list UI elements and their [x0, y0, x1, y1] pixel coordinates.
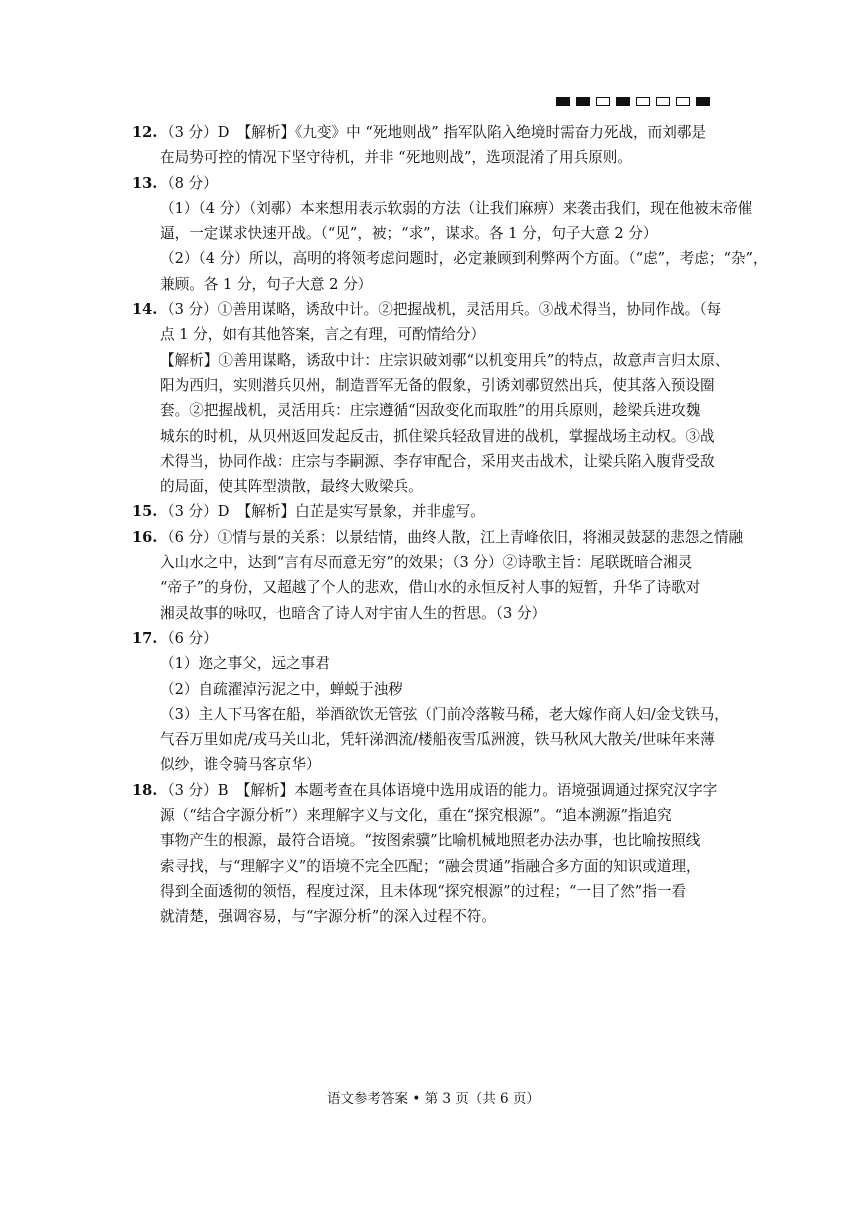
- header-square: [616, 97, 630, 106]
- answer-item: [132, 525, 746, 626]
- answer-line: （3 分）D 【解析】《九变》中 “死地则战” 指军队陷入绝境时需奋力死战，而刘鄩是: [160, 124, 707, 141]
- answer-line: 入山水之中，达到“言有尽而意无穷”的效果；（3 分）②诗歌主旨：尾联既暗合湘灵: [160, 554, 693, 572]
- page-footer: 语文参考答案 • 第 3 页（共 6 页）: [327, 1091, 540, 1107]
- answer-line: （2）自疏濯淖污泥之中，蝉蜕于浊秽: [160, 680, 403, 698]
- answer-line: （6 分）: [160, 629, 218, 647]
- answer-line: 源（“结合字源分析”）来理解字义与文化，重在“探究根源”。“追本溯源”指追究: [160, 807, 672, 825]
- answer-line: 逼，一定谋求快速开战。（“见”，被；“求”，谋求。各 1 分，句子大意 2 分）: [160, 225, 658, 243]
- header-squares: [556, 97, 710, 106]
- answer-line: （2）（4 分）所以，高明的将领考虑问题时，必定兼顾到利弊两个方面。（“虑”，考虑；“杂”，: [160, 250, 768, 268]
- answer-line: 在局势可控的情况下坚守待机，并非 “死地则战”，选项混淆了用兵原则。: [160, 149, 632, 167]
- question-number: 12.: [132, 124, 158, 141]
- answer-content: [132, 120, 768, 930]
- header-square: [556, 97, 570, 106]
- answer-line: （1）迩之事父，远之事君: [160, 655, 330, 673]
- answer-line: 阳为西归，实则潜兵贝州，制造晋军无备的假象，引诱刘鄩贸然出兵，使其落入预设圈: [160, 376, 715, 394]
- answer-line: “帝子”的身份，又超越了个人的悲欢，借山水的永恒反衬人事的短暂，升华了诗歌对: [160, 579, 701, 597]
- answer-line: 点 1 分，如有其他答案，言之有理，可酌情给分）: [160, 326, 486, 344]
- answer-line: 气吞万里如虎/戎马关山北，凭轩涕泗流/楼船夜雪瓜洲渡，铁马秋风大散关/世味年来薄: [160, 731, 715, 749]
- answer-line: 的局面，使其阵型溃散，最终大败梁兵。: [160, 478, 423, 496]
- answer-line: （8 分）: [160, 174, 218, 192]
- answer-item: [132, 297, 746, 499]
- answer-line: 湘灵故事的咏叹，也暗含了诗人对宇宙人生的哲思。（3 分）: [160, 604, 547, 622]
- question-number: 15.: [132, 503, 158, 521]
- answer-item: [132, 120, 746, 171]
- answer-item: [132, 626, 746, 778]
- answer-line: （3）主人下马客在船，举酒欲饮无管弦（门前冷落鞍马稀，老大嫁作商人妇/金戈铁马，: [160, 705, 729, 723]
- answer-line: 城东的时机，从贝州返回发起反击，抓住梁兵轻敌冒进的战机，掌握战场主动权。③战: [160, 427, 715, 445]
- answer-line: 套。②把握战机，灵活用兵：庄宗遵循“因敌变化而取胜”的用兵原则，趁梁兵进攻魏: [160, 402, 701, 420]
- header-square: [576, 97, 590, 106]
- question-number: 16.: [132, 528, 158, 546]
- answer-line: 【解析】①善用谋略，诱敌中计：庄宗识破刘鄩“以机变用兵”的特点，故意声言归太原、: [160, 351, 730, 369]
- header-square: [596, 97, 610, 106]
- answer-line: 就清楚，强调容易，与“字源分析”的深入过程不符。: [160, 908, 496, 926]
- answer-item: [132, 778, 746, 930]
- header-square: [656, 97, 670, 106]
- answer-item: [132, 171, 768, 297]
- answer-line: （3 分）B 【解析】本题考查在具体语境中选用成语的能力。语境强调通过探究汉字字: [160, 781, 718, 799]
- answer-line: （3 分）①善用谋略，诱敌中计。②把握战机，灵活用兵。③战术得当，协同作战。（每: [160, 301, 722, 319]
- header-square: [636, 97, 650, 106]
- header-square: [696, 97, 710, 106]
- answer-line: 似纱，谁令骑马客京华）: [160, 756, 321, 774]
- answer-line: 兼顾。各 1 分，句子大意 2 分）: [160, 275, 373, 293]
- answer-line: 术得当，协同作战：庄宗与李嗣源、李存审配合，采用夹击战术，让梁兵陷入腹背受敌: [160, 452, 715, 470]
- answer-item: [132, 499, 746, 524]
- answer-line: 索寻找，与“理解字义”的语境不完全匹配；“融会贯通”指融合多方面的知识或道理，: [160, 857, 701, 875]
- header-square: [676, 97, 690, 106]
- answer-line: （3 分）D 【解析】白芷是实写景象，并非虚写。: [160, 503, 485, 521]
- answer-line: 事物产生的根源，最符合语境。“按图索骥”比喻机械地照老办法办事，也比喻按照线: [160, 832, 701, 850]
- question-number: 14.: [132, 301, 158, 319]
- question-number: 18.: [132, 781, 158, 799]
- question-number: 17.: [132, 629, 158, 647]
- answer-line: （6 分）①情与景的关系：以景结情，曲终人散，江上青峰依旧，将湘灵鼓瑟的悲怨之情融: [160, 528, 744, 546]
- answer-line: （1）（4 分）（刘鄩）本来想用表示软弱的方法（让我们麻痹）来袭击我们，现在他被末帝催: [160, 199, 753, 217]
- answer-line: 得到全面透彻的领悟，程度过深，且未体现“探究根源”的过程；“一目了然”指一看: [160, 882, 687, 900]
- question-number: 13.: [132, 174, 158, 192]
